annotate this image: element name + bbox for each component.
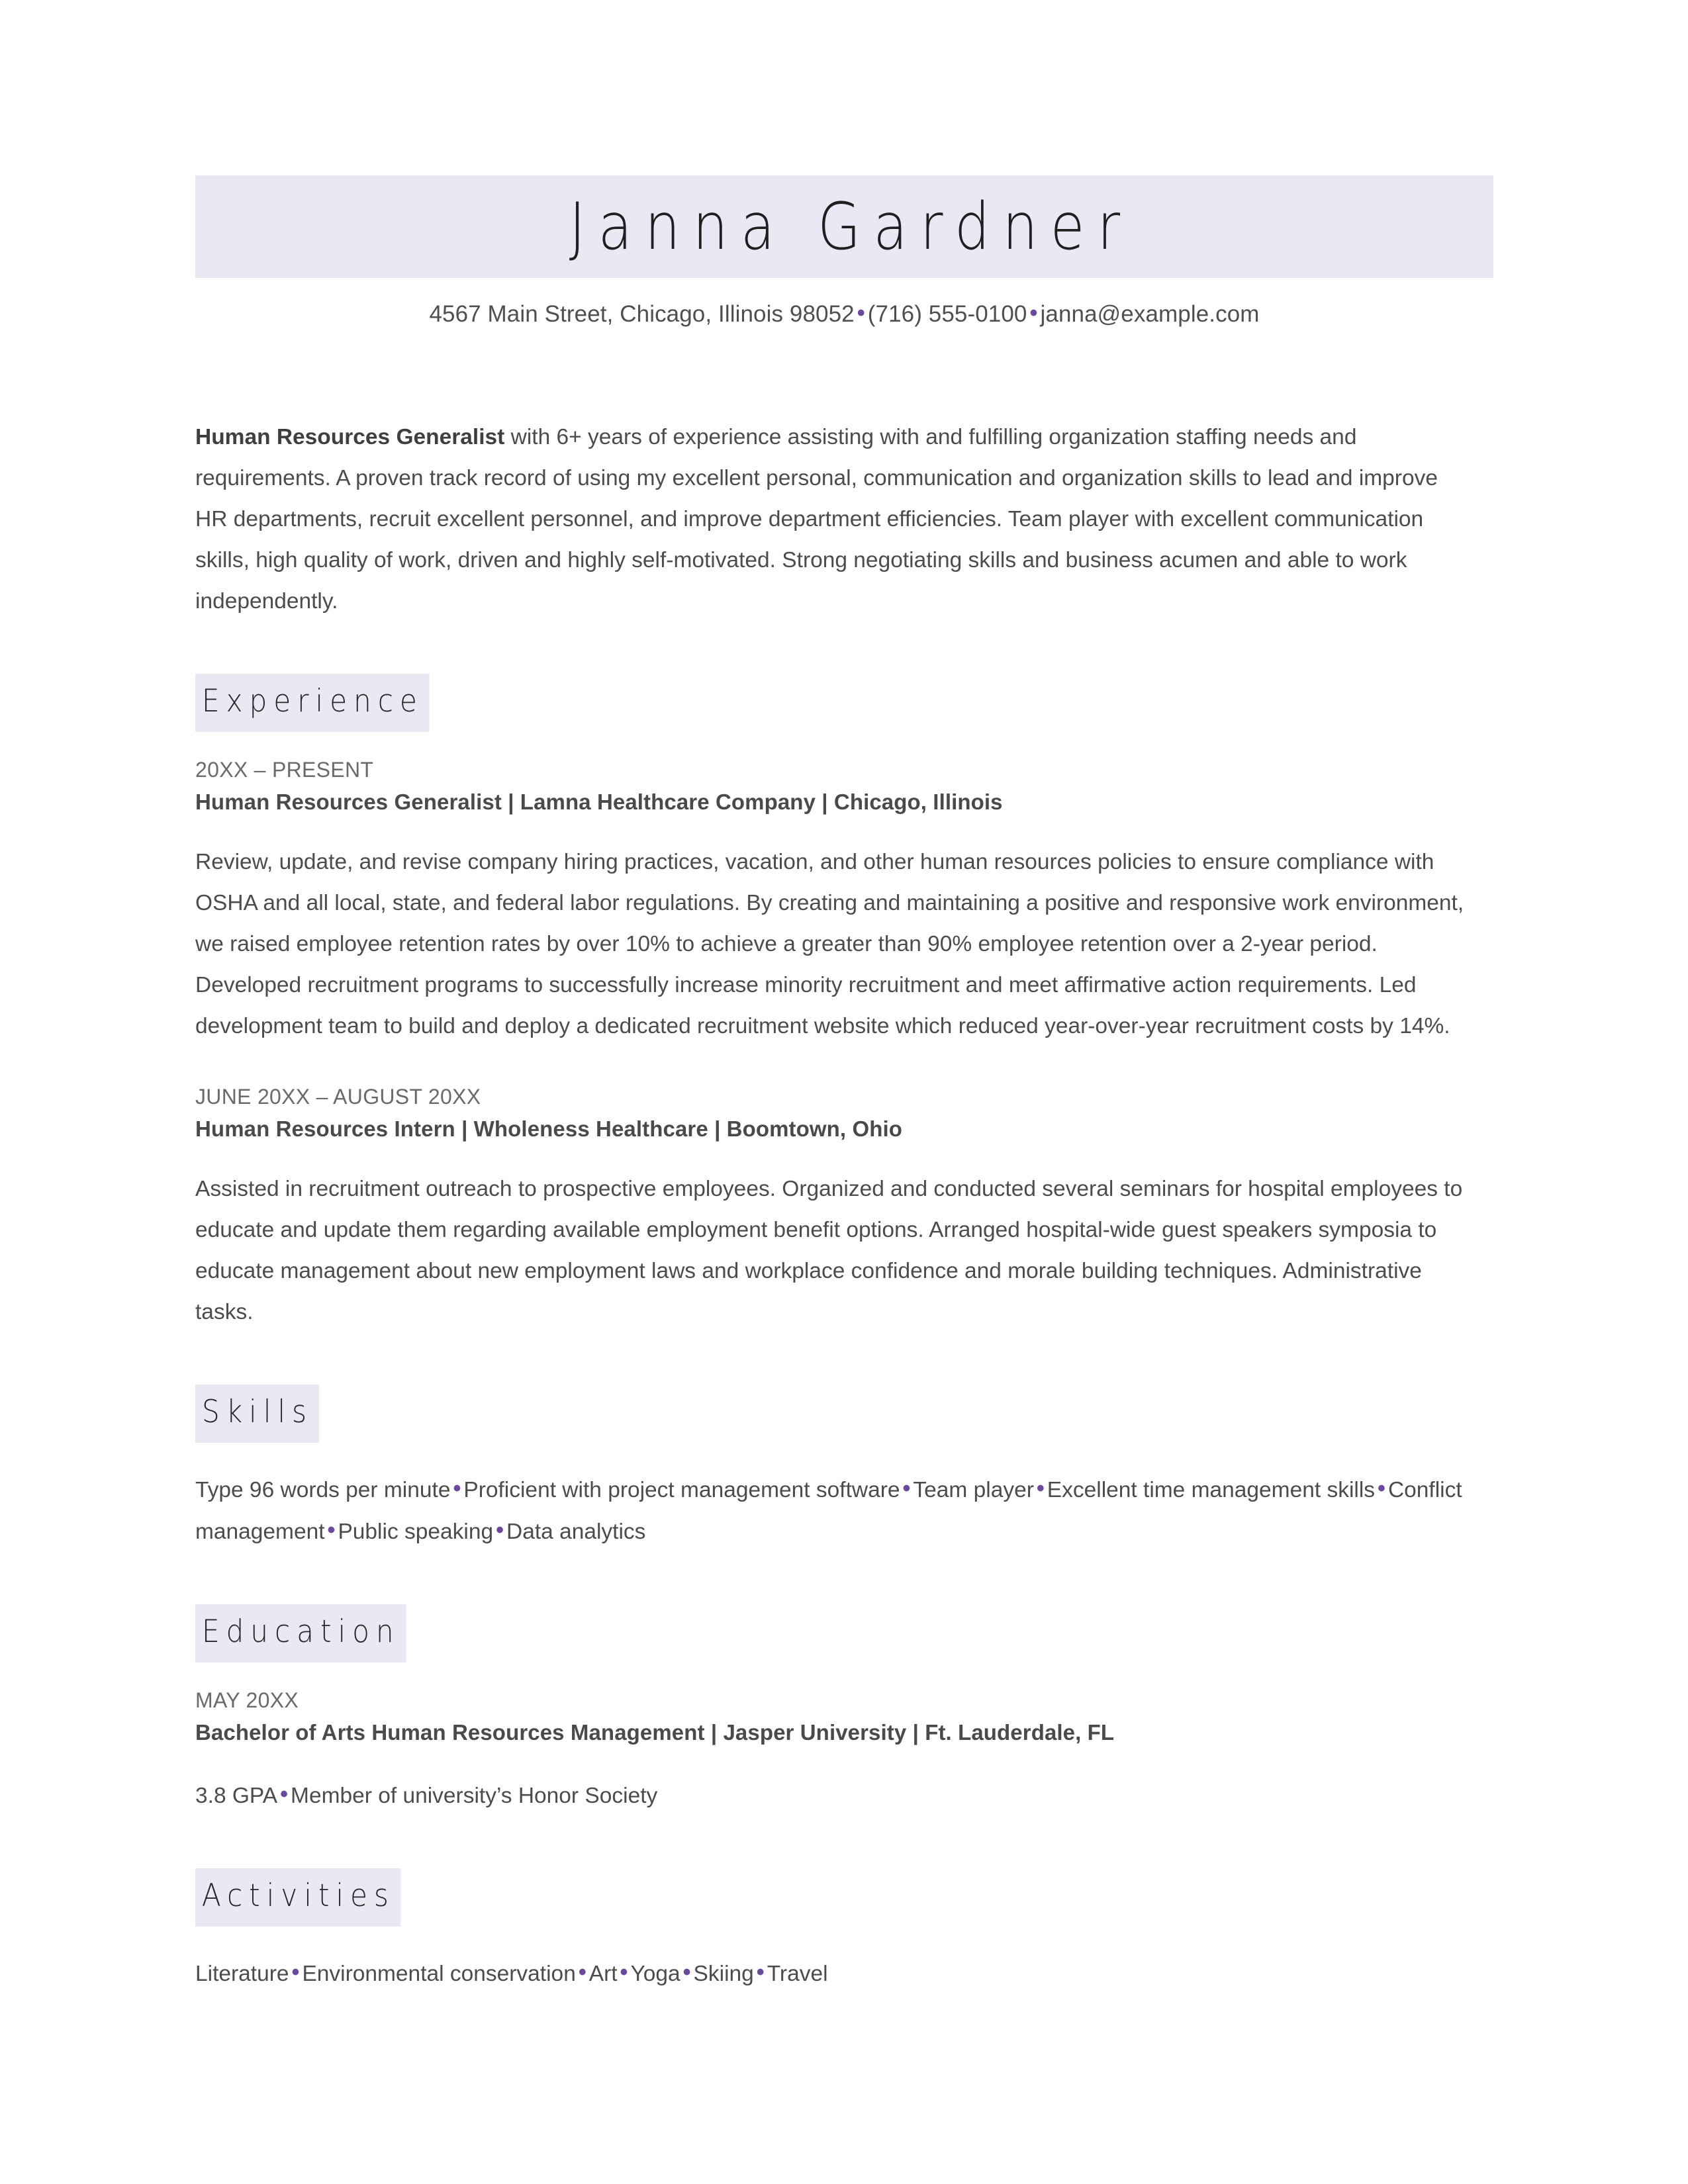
section-activities — [195, 1868, 1473, 1995]
section-heading-experience: Experience — [195, 674, 430, 732]
list-item: Art — [588, 1962, 618, 1986]
name-banner — [195, 175, 1493, 278]
bullet-separator-icon: • — [1378, 1476, 1385, 1501]
list-item: Conflict management — [195, 1478, 1462, 1544]
list-item: Excellent time management skills — [1047, 1478, 1376, 1502]
experience-description: Assisted in recruitment outreach to prospective employees. Organized and conducted several seminars for hospital employees to educate and update them regarding available employment benefit options. Arranged hospital-wide guest speakers symposia to educate management about new employment laws and workplace confidence and morale building techniques. Administrative tasks. — [195, 1177, 1463, 1324]
page-title: Janna Gardner — [569, 189, 1133, 265]
list-item: Yoga — [630, 1962, 680, 1986]
bullet-separator-icon: • — [1036, 1476, 1045, 1501]
contact-address: 4567 Main Street, Chicago, Illinois 98052 — [429, 301, 855, 327]
list-item: Data analytics — [506, 1520, 646, 1544]
summary-body: with 6+ years of experience assisting with and fulfilling organization staffing needs and requirements. A proven track record of using my excellent personal, communication and organization skills to lead and improve HR departments, recruit excellent personnel, and improve department efficiencies. Team player with excellent communication skills, high quality of work, driven and highly self-motivated. Strong negotiating skills and business acumen and able to work independently. — [195, 425, 1438, 614]
experience-role: Human Resources Generalist | Lamna Healthcare Company | Chicago, Illinois — [195, 790, 1003, 814]
bullet-separator-icon: • — [682, 1960, 691, 1985]
section-education — [195, 1604, 1473, 1817]
list-item: Team player — [913, 1478, 1034, 1502]
bullet-separator-icon: • — [756, 1960, 765, 1985]
contact-email: janna@example.com — [1040, 301, 1260, 327]
experience-dates: JUNE 20XX – AUGUST 20XX — [195, 1085, 481, 1109]
professional-summary — [195, 417, 1473, 622]
section-heading-experience-wrap — [195, 674, 1473, 732]
bullet-separator-icon: • — [620, 1960, 628, 1985]
education-dates: MAY 20XX — [195, 1688, 299, 1712]
bullet-separator-icon: • — [1029, 300, 1038, 326]
bullet-separator-icon: • — [902, 1476, 911, 1501]
skills-list — [195, 1469, 1473, 1553]
bullet-separator-icon: • — [291, 1960, 300, 1985]
section-heading-skills: Skills — [195, 1385, 319, 1443]
activities-list — [195, 1953, 1473, 1995]
education-extras — [195, 1775, 1473, 1817]
section-heading-activities: Activities — [195, 1868, 401, 1927]
experience-entry — [195, 1081, 1473, 1333]
list-item: Type 96 words per minute — [195, 1478, 451, 1502]
bullet-separator-icon: • — [578, 1960, 586, 1985]
experience-entry — [195, 754, 1473, 1047]
summary-lead: Human Resources Generalist — [195, 425, 505, 449]
bullet-separator-icon: • — [453, 1476, 461, 1501]
list-item: Environmental conservation — [302, 1962, 576, 1986]
list-item: Proficient with project management software — [463, 1478, 900, 1502]
bullet-separator-icon: • — [327, 1518, 336, 1543]
bullet-separator-icon: • — [280, 1782, 289, 1807]
section-heading-activities-wrap — [195, 1868, 1473, 1927]
list-item: Public speaking — [338, 1520, 494, 1544]
list-item: Member of university’s Honor Society — [291, 1784, 658, 1808]
section-heading-skills-wrap — [195, 1385, 1473, 1443]
list-item: Skiing — [693, 1962, 754, 1986]
section-skills — [195, 1385, 1473, 1553]
list-item: 3.8 GPA — [195, 1784, 278, 1808]
contact-line — [195, 301, 1493, 328]
resume-content — [195, 417, 1473, 1995]
education-degree: Bachelor of Arts Human Resources Management | Jasper University | Ft. Lauderdale, FL — [195, 1720, 1115, 1745]
section-heading-education-wrap — [195, 1604, 1473, 1662]
experience-description: Review, update, and revise company hiring practices, vacation, and other human resources policies to ensure compliance with OSHA and all local, state, and federal labor regulations. By creating and maintaining a positive and responsive work environment, we raised employee retention rates by over 10% to achieve a greater than 90% employee retention over a 2-year period. Developed recruitment programs to successfully increase minority recruitment and meet affirmative action requirements. Led development team to build and deploy a dedicated recruitment website which reduced year-over-year recruitment costs by 14%. — [195, 850, 1464, 1038]
contact-phone: (716) 555-0100 — [867, 301, 1027, 327]
section-experience — [195, 674, 1473, 1333]
section-heading-education: Education — [195, 1604, 406, 1662]
list-item: Travel — [767, 1962, 828, 1986]
experience-dates: 20XX – PRESENT — [195, 758, 374, 782]
bullet-separator-icon: • — [857, 300, 865, 326]
experience-role: Human Resources Intern | Wholeness Healthcare | Boomtown, Ohio — [195, 1116, 903, 1141]
bullet-separator-icon: • — [496, 1518, 504, 1543]
list-item: Literature — [195, 1962, 289, 1986]
